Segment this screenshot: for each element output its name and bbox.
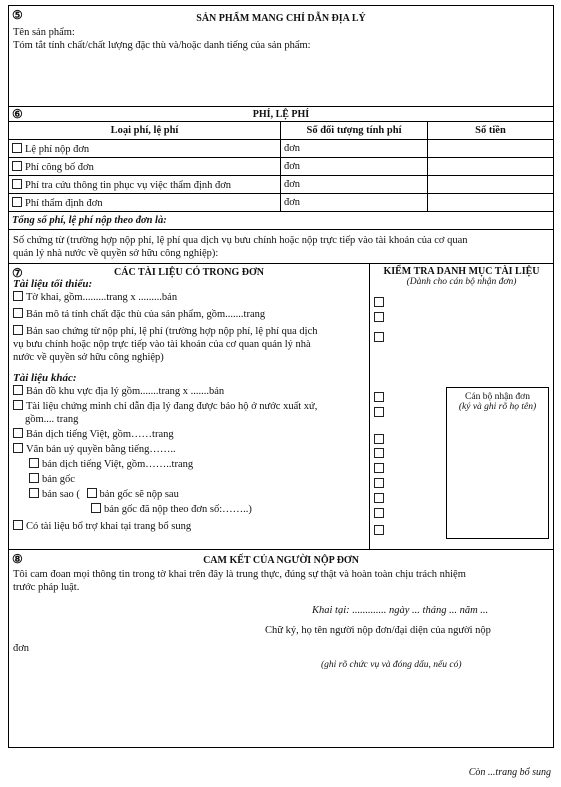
fee-count-cell[interactable]: đơn [281, 176, 428, 194]
table-row [9, 158, 553, 176]
checkbox[interactable] [12, 179, 22, 189]
section-title: CAM KẾT CỦA NGƯỜI NỘP ĐƠN [203, 555, 359, 566]
fee-type-cell[interactable] [9, 176, 281, 194]
check-box[interactable] [374, 478, 384, 488]
fee-count-cell[interactable]: đơn [281, 140, 428, 158]
check-box[interactable] [374, 392, 384, 402]
checkbox[interactable] [13, 325, 23, 335]
doc-item-label: Bản đồ khu vực địa lý gồm.......trang x .......bản [26, 386, 225, 397]
section-number: ⑧ [12, 552, 23, 566]
doc-item[interactable] [9, 385, 369, 398]
signature-area[interactable] [265, 675, 535, 735]
doc-item-label: Tờ khai, gồm.........trang x .........bản [26, 292, 178, 303]
checkbox[interactable] [29, 458, 39, 468]
checkbox[interactable] [91, 503, 101, 513]
fee-type-label: Phí thẩm định đơn [25, 197, 103, 209]
fee-type-cell[interactable] [9, 194, 281, 212]
fee-table [9, 122, 553, 230]
table-row [9, 176, 553, 194]
fee-type-cell[interactable] [9, 140, 281, 158]
officer-label: Cán bộ nhận đơn [465, 392, 530, 402]
doc-item[interactable] [9, 443, 369, 456]
section-commitment [9, 550, 553, 747]
doc-item[interactable] [9, 308, 369, 321]
check-box[interactable] [374, 434, 384, 444]
fee-type-label: Lệ phí nộp đơn [25, 143, 90, 155]
checkbox[interactable] [29, 473, 39, 483]
check-box[interactable] [374, 493, 384, 503]
checkbox[interactable] [13, 443, 23, 453]
fee-type-label: Phí tra cứu thông tin phục vụ việc thẩm định đơn [25, 179, 232, 191]
officer-box [446, 387, 549, 539]
column-header: Số tiền [428, 122, 554, 140]
doc-item[interactable] [9, 325, 369, 338]
section-fees [9, 107, 553, 264]
doc-item-label: bản sao ( [42, 489, 80, 500]
checkbox[interactable] [13, 385, 23, 395]
section-number: ⑦ [12, 266, 23, 280]
fee-count-cell[interactable]: đơn [281, 158, 428, 176]
commitment-text: Tôi cam đoan mọi thông tin trong tờ khai trên đây là trung thực, đúng sự thật và hoàn toàn chịu trách nhiệm [13, 569, 466, 580]
fee-type-label: Phí công bố đơn [25, 161, 94, 173]
doc-item-label: Có tài liệu bổ trợ khai tại trang bổ sung [26, 521, 192, 532]
doc-item-label: Bản dịch tiếng Việt, gồm……trang [26, 429, 174, 440]
section-title: CÁC TÀI LIỆU CÓ TRONG ĐƠN [114, 267, 264, 278]
other-docs-heading: Tài liệu khác: [13, 372, 77, 384]
check-title: KIỂM TRA DANH MỤC TÀI LIỆU [383, 266, 540, 277]
checkbox[interactable] [87, 488, 97, 498]
checkbox[interactable] [29, 488, 39, 498]
checkbox[interactable] [13, 400, 23, 410]
doc-item-cont: nước về quyền sở hữu công nghiệp) [13, 352, 164, 363]
check-box[interactable] [374, 297, 384, 307]
doc-item[interactable] [9, 400, 369, 413]
doc-subitem[interactable] [9, 473, 369, 486]
doc-item-label: bản gốc sẽ nộp sau [99, 489, 179, 500]
doc-item-label: Bản sao chứng từ nộp phí, lệ phí (trường hợp nộp phí, lệ phí qua dịch [26, 326, 318, 337]
checkbox[interactable] [12, 143, 22, 153]
total-fee-label[interactable]: Tổng số phí, lệ phí nộp theo đơn là: [9, 212, 553, 230]
fee-amount-cell[interactable] [428, 194, 554, 212]
product-summary-field[interactable]: Tóm tắt tính chất/chất lượng đặc thù và/hoặc danh tiếng của sản phẩm: [13, 40, 311, 51]
check-box[interactable] [374, 463, 384, 473]
commitment-text-cont: trước pháp luật. [13, 582, 80, 593]
checkbox[interactable] [13, 308, 23, 318]
doc-item-label: Văn bản uỷ quyền bằng tiếng…….. [26, 444, 176, 455]
fee-amount-cell[interactable] [428, 140, 554, 158]
checkbox[interactable] [12, 161, 22, 171]
check-box[interactable] [374, 407, 384, 417]
declaration-date[interactable]: Khai tại: ............. ngày ... tháng ... năm ... [312, 605, 489, 616]
form-page [8, 5, 554, 748]
total-row [9, 212, 553, 230]
section-title: PHÍ, LỆ PHÍ [252, 109, 310, 120]
doc-item-label: bản gốc đã nộp theo đơn số:……..) [104, 504, 252, 515]
min-docs-heading: Tài liệu tối thiểu: [13, 278, 93, 290]
check-box[interactable] [374, 508, 384, 518]
table-header-row [9, 122, 553, 140]
doc-item-label: bản gốc [42, 474, 75, 485]
signature-label-cont: đơn [13, 643, 30, 654]
section-documents [9, 264, 553, 550]
signature-label: Chữ ký, họ tên người nộp đơn/đại diện của người nộp [265, 625, 491, 636]
section-product [9, 6, 553, 107]
doc-item[interactable] [9, 428, 369, 441]
doc-subitem[interactable] [9, 488, 369, 501]
doc-subitem[interactable] [9, 458, 369, 471]
check-box[interactable] [374, 332, 384, 342]
section-number: ⑥ [12, 107, 23, 121]
doc-subitem[interactable] [9, 503, 369, 516]
check-box[interactable] [374, 525, 384, 535]
doc-item-label: bản dịch tiếng Việt, gồm……..trang [42, 459, 194, 470]
checkbox[interactable] [12, 197, 22, 207]
section-number: ⑤ [12, 8, 23, 22]
fee-type-cell[interactable] [9, 158, 281, 176]
table-row [9, 140, 553, 158]
checkbox[interactable] [13, 520, 23, 530]
product-name-field[interactable]: Tên sản phẩm: [13, 27, 75, 38]
doc-item-label: Bản mô tả tính chất đặc thù của sản phẩm, gồm.......trang [26, 309, 266, 320]
checkbox[interactable] [13, 291, 23, 301]
table-row [9, 194, 553, 212]
doc-item[interactable] [9, 291, 369, 304]
check-box[interactable] [374, 312, 384, 322]
check-subtitle: (Dành cho cán bộ nhận đơn) [406, 277, 517, 287]
doc-item[interactable] [9, 520, 369, 533]
voucher-field[interactable]: Số chứng từ (trường hợp nộp phí, lệ phí qua dịch vụ bưu chính hoặc nộp trực tiếp vào tài khoản của cơ quan [13, 235, 468, 246]
document-check-panel [370, 264, 553, 549]
signature-note: (ghi rõ chức vụ và đóng dấu, nếu có) [321, 660, 462, 670]
footer-supplement: Còn ...trang bổ sung [468, 767, 551, 778]
documents-list [9, 264, 370, 549]
column-header: Loại phí, lệ phí [9, 122, 281, 140]
check-box[interactable] [374, 448, 384, 458]
column-header: Số đối tượng tính phí [281, 122, 428, 140]
doc-item-cont: gồm.... trang [25, 414, 79, 425]
doc-item-label: Tài liệu chứng minh chỉ dẫn địa lý đang được bảo hộ ở nước xuất xứ, [26, 401, 318, 412]
voucher-field-cont: quản lý nhà nước về quyền sở hữu công nghiệp): [13, 248, 219, 259]
section-title: SẢN PHẨM MANG CHỈ DẪN ĐỊA LÝ [196, 13, 366, 24]
fee-count-cell[interactable]: đơn [281, 194, 428, 212]
doc-item-cont: vụ bưu chính hoặc nộp trực tiếp vào tài khoản của cơ quan quản lý nhà [13, 339, 311, 350]
officer-sublabel: (ký và ghi rõ họ tên) [458, 402, 537, 412]
fee-amount-cell[interactable] [428, 158, 554, 176]
fee-amount-cell[interactable] [428, 176, 554, 194]
checkbox[interactable] [13, 428, 23, 438]
